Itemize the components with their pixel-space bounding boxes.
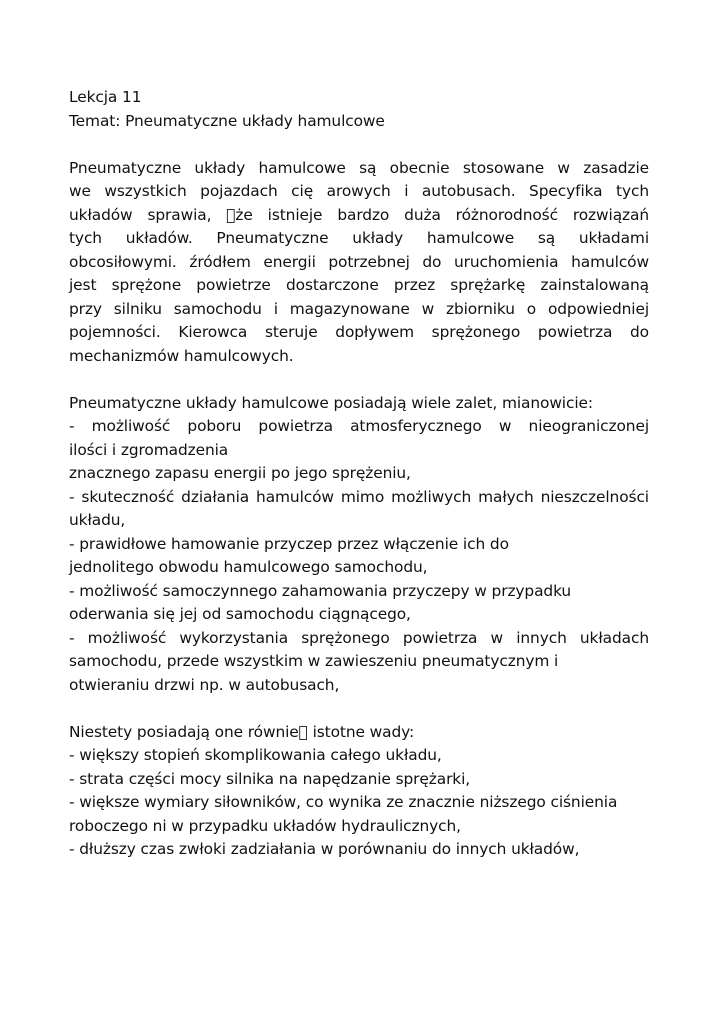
text-line: obcosiłowymi. źródłem energii potrzebnej do uruchomienia hamulców (69, 252, 649, 271)
text-line: otwieraniu drzwi np. w autobusach, (69, 675, 340, 694)
list-item: - możliwość poboru powietrza atmosferycznego w nieograniczonej (69, 417, 649, 435)
paragraph-advantages (69, 392, 649, 698)
text-line: ilości i zgromadzenia (69, 440, 229, 459)
document-page (69, 86, 649, 862)
text-line: tych układów. Pneumatyczne układy hamulcowe są układami (69, 229, 649, 247)
paragraph-disadvantages (69, 721, 649, 862)
text-line: układów sprawia, że istnieje bardzo duża różnorodność rozwiązań (69, 205, 649, 224)
text-line: samochodu, przede wszystkim w zawieszeniu pneumatycznym i (69, 652, 559, 670)
list-item: - większy stopień skomplikowania całego układu, (69, 746, 442, 764)
list-item: - możliwość samoczynnego zahamowania przyczepy w przypadku (69, 581, 572, 600)
paragraph-gap (69, 697, 649, 721)
text-line: we wszystkich pojazdach cię arowych i autobusach. Specyfika tych (69, 182, 649, 200)
text-line: Pneumatyczne układy hamulcowe są obecnie stosowane w zasadzie (69, 158, 649, 177)
lesson-number: Lekcja 11 (69, 88, 142, 106)
list-item: - większe wymiary siłowników, co wynika ze znacznie niższego ciśnienia (69, 793, 618, 811)
list-item: - dłuższy czas zwłoki zadziałania w porównaniu do innych układów, (69, 840, 580, 858)
text-line: układu, (69, 511, 126, 529)
paragraph-gap (69, 133, 649, 157)
text-line: mechanizmów hamulcowych. (69, 346, 294, 365)
list-item: - skuteczność działania hamulców mimo możliwych małych nieszczelności (69, 487, 649, 506)
paragraph-introduction (69, 157, 649, 369)
text-line: Niestety posiadają one równie istotne wady: (69, 722, 405, 741)
list-item: - prawidłowe hamowanie przyczep przez włączenie ich do (69, 534, 509, 553)
paragraph-gap (69, 368, 649, 392)
text-line: Pneumatyczne układy hamulcowe posiadają wiele zalet, mianowicie: (69, 393, 593, 412)
text-line: oderwania się jej od samochodu ciągnącego, (69, 605, 411, 623)
text-line: przy silniku samochodu i magazynowane w zbiorniku o odpowiedniej (69, 299, 649, 318)
list-item: - strata części mocy silnika na napędzanie sprężarki, (69, 769, 471, 788)
text-line: znacznego zapasu energii po jego sprężeniu, (69, 464, 411, 482)
lesson-topic: Temat: Pneumatyczne układy hamulcowe (69, 111, 385, 130)
text-line: jest sprężone powietrze dostarczone przez sprężarkę zainstalowaną (69, 276, 649, 294)
text-line: pojemności. Kierowca steruje dopływem sprężonego powietrza do (69, 323, 649, 341)
text-line: roboczego ni w przypadku układów hydraulicznych, (69, 816, 461, 835)
list-item: - możliwość wykorzystania sprężonego powietrza w innych układach (69, 628, 649, 647)
text-line: jednolitego obwodu hamulcowego samochodu, (69, 558, 428, 576)
